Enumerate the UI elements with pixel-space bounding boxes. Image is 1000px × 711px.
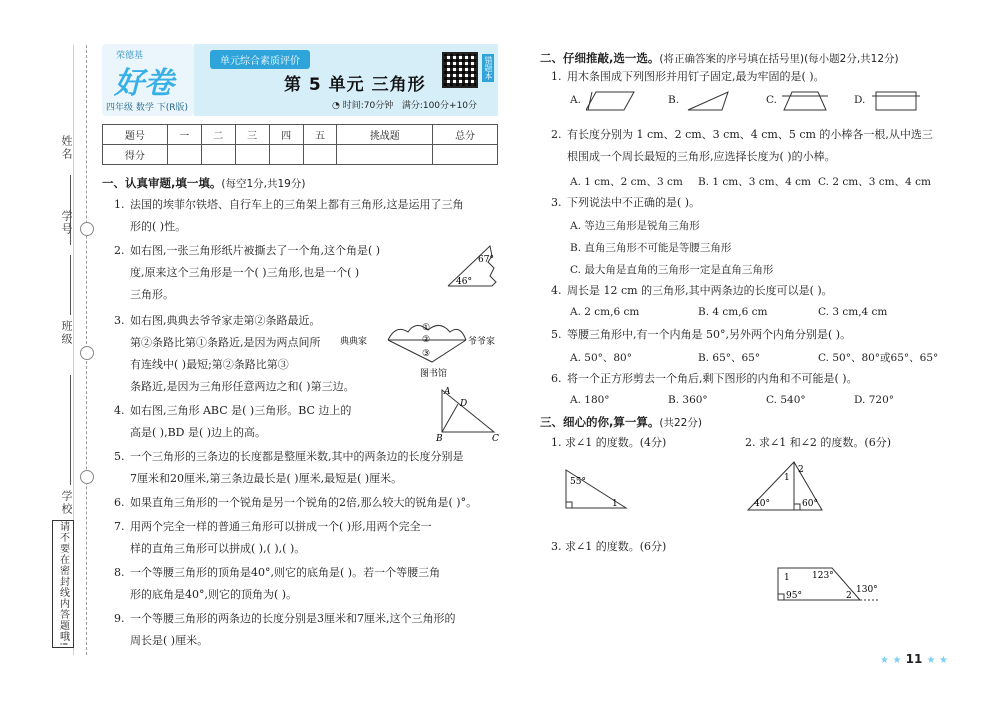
section-1-line: 高是( ),BD 是( )边上的高。 xyxy=(130,426,267,439)
angle-123-label: 123° xyxy=(812,571,834,581)
angle-130-label: 130° xyxy=(856,585,878,595)
table-row xyxy=(103,125,498,145)
qr-code-icon xyxy=(442,52,478,88)
q2-4-opt-a[interactable]: A. 2 cm,6 cm xyxy=(570,306,640,318)
section-1-line: 7厘米和20厘米,第三条边最长是( )厘米,最短是( )厘米。 xyxy=(130,472,403,485)
triangle-abc-figure xyxy=(432,384,504,442)
q2-3: 3. 下列说法中不正确的是( )。 xyxy=(551,196,701,209)
section-1-line: 第②条路比第①条路近,是因为两点间所 xyxy=(130,336,321,349)
angle-95-label: 95° xyxy=(786,591,802,601)
table-row xyxy=(103,145,498,165)
score-input-cell[interactable] xyxy=(167,145,201,165)
angle-60-label: 60° xyxy=(802,499,818,509)
angle-1-label: 1 xyxy=(784,573,790,583)
option-d-rectangle-icon xyxy=(872,88,922,114)
section-1-line: 三角形。 xyxy=(130,288,174,301)
section-1-note: (每空1分,共19分) xyxy=(221,178,306,190)
vertex-b: B xyxy=(436,434,443,442)
q2-6-opt-b[interactable]: B. 360° xyxy=(668,394,708,406)
library-label: 图书馆 xyxy=(420,369,448,378)
vertex-a: A xyxy=(444,387,451,397)
section-1-line: 度,原来这个三角形是一个( )三角形,也是一个( ) xyxy=(130,266,360,279)
score-label: 满分:100分+10分 xyxy=(401,101,478,111)
table-cell: 挑战题 xyxy=(337,125,433,145)
section-1-line: 条路近,是因为三角形任意两边之和( )第三边。 xyxy=(130,380,355,393)
angle-46-label: 46° xyxy=(456,277,472,287)
q2-6: 6. 将一个正方形剪去一个角后,剩下图形的内角和不可能是( )。 xyxy=(551,372,858,385)
exam-header xyxy=(102,44,498,116)
triangle-with-height-figure xyxy=(744,458,828,514)
angle-1-label: 1 xyxy=(612,499,618,509)
section-1-line: 形的( )性。 xyxy=(130,220,187,233)
q2-1: 1. 用木条围成下列图形并用钉子固定,最为牢固的是( )。 xyxy=(551,70,825,83)
route-1-label: ① xyxy=(422,323,431,333)
q2-3-opt-a[interactable]: A. 等边三角形是锐角三角形 xyxy=(570,220,700,232)
angle-55-label: 55° xyxy=(570,477,586,487)
q2-4: 4. 周长是 12 cm 的三角形,其中两条边的长度可以是( )。 xyxy=(551,284,833,297)
q2-5-opt-b[interactable]: B. 65°、65° xyxy=(698,352,761,364)
page-number: ★ ★ 11 ★ ★ xyxy=(880,652,948,666)
route-map-figure xyxy=(336,318,504,378)
end-label: 爷爷家 xyxy=(468,337,496,347)
score-input-cell[interactable] xyxy=(269,145,303,165)
table-cell: 得分 xyxy=(103,145,168,165)
section-1-line: 样的直角三角形可以拼成( ),( ),( )。 xyxy=(130,542,306,555)
score-input-cell[interactable] xyxy=(201,145,235,165)
section-1-line: 5. 一个三角形的三条边的长度都是整厘米数,其中的两条边的长度分别是 xyxy=(114,450,464,463)
table-cell: 一 xyxy=(167,125,201,145)
q2-2-cont: 根围成一个周长最短的三角形,应选择长度为( )的小棒。 xyxy=(567,150,836,163)
route-3-label: ③ xyxy=(422,349,431,359)
table-cell: 四 xyxy=(269,125,303,145)
eval-tag: 单元综合素质评价 xyxy=(210,50,310,69)
right-triangle-figure xyxy=(562,462,632,512)
q2-6-opt-a[interactable]: A. 180° xyxy=(570,394,610,406)
q3-1: 1. 求∠1 的度数。(4分) xyxy=(551,436,667,449)
q2-4-opt-c[interactable]: C. 3 cm,4 cm xyxy=(818,306,888,318)
start-label: 典典家 xyxy=(340,337,368,347)
torn-triangle-figure xyxy=(440,242,504,292)
section-1-line: 周长是( )厘米。 xyxy=(130,634,209,647)
option-c-trapezoid-icon xyxy=(782,88,832,114)
angle-2-label: 2 xyxy=(798,465,804,475)
grade-label: 四年级 数学 下(R版) xyxy=(106,103,188,113)
section-2-note: (将正确答案的序号填在括号里)(每小题2分,共12分) xyxy=(659,53,899,65)
score-input-cell[interactable] xyxy=(303,145,337,165)
route-2-label: ② xyxy=(422,335,431,345)
logo-text: 好卷 xyxy=(114,66,174,101)
vertex-d: D xyxy=(460,399,468,409)
brand-name: 荣德基 xyxy=(116,51,144,61)
table-cell: 总分 xyxy=(433,125,498,145)
score-input-cell[interactable] xyxy=(235,145,269,165)
q2-2-opt-c[interactable]: C. 2 cm、3 cm、4 cm xyxy=(818,176,931,188)
angle-67-label: 67° xyxy=(478,255,494,265)
q2-1-opt-c[interactable]: C. xyxy=(766,94,777,106)
option-a-parallelogram-icon xyxy=(586,88,636,114)
q2-4-opt-b[interactable]: B. 4 cm,6 cm xyxy=(698,306,768,318)
q2-2: 2. 有长度分别为 1 cm、2 cm、3 cm、4 cm、5 cm 的小棒各一根,从中选三 xyxy=(551,128,933,141)
title-banner xyxy=(194,44,498,116)
option-b-triangle-icon xyxy=(684,88,734,114)
table-cell: 二 xyxy=(201,125,235,145)
student-id-label: 学号 xyxy=(60,210,73,236)
time-label: ◔ 时间:70分钟 满分:100分+10分 xyxy=(332,101,478,111)
class-blank xyxy=(70,375,71,485)
table-cell: 五 xyxy=(303,125,337,145)
q2-2-opt-b[interactable]: B. 1 cm、3 cm、4 cm xyxy=(698,176,811,188)
student-id-blank xyxy=(70,255,71,315)
q2-1-opt-b[interactable]: B. xyxy=(668,94,680,106)
punch-hole xyxy=(80,346,94,360)
angle-2-label: 2 xyxy=(846,591,852,601)
unit-title: 第 5 单元 三角形 xyxy=(284,75,426,95)
vertex-c: C xyxy=(492,434,499,442)
q2-3-opt-b[interactable]: B. 直角三角形不可能是等腰三角形 xyxy=(570,242,732,254)
punch-hole xyxy=(80,222,94,236)
qr-label: 错题本 xyxy=(484,56,493,80)
angle-1-label: 1 xyxy=(784,473,790,483)
q2-6-opt-c[interactable]: C. 540° xyxy=(766,394,806,406)
score-table xyxy=(102,124,498,165)
name-label: 姓名 xyxy=(60,135,73,161)
section-1-line: 9. 一个等腰三角形的两条边的长度分别是3厘米和7厘米,这个三角形的 xyxy=(114,612,456,625)
school-label: 学校 xyxy=(60,490,73,516)
section-1-line: 4. 如右图,三角形 ABC 是( )三角形。BC 边上的 xyxy=(114,404,352,417)
q2-5-opt-c[interactable]: C. 50°、80°或65°、65° xyxy=(818,352,939,364)
seal-warning: 请不要在密封线内答题哦! xyxy=(52,520,74,648)
section-1-line: 有连线中( )最短;第②条路比第③ xyxy=(130,358,289,371)
section-2-heading: 二、仔细推敲,选一选。(将正确答案的序号填在括号里)(每小题2分,共12分) xyxy=(540,51,899,65)
section-1-line: 8. 一个等腰三角形的顶角是40°,则它的底角是( )。若一个等腰三角 xyxy=(114,566,441,579)
q3-3: 3. 求∠1 的度数。(6分) xyxy=(551,540,667,553)
q2-6-opt-d[interactable]: D. 720° xyxy=(854,394,895,406)
section-1-line: 6. 如果直角三角形的一个锐角是另一个锐角的2倍,那么较大的锐角是( )°。 xyxy=(114,496,478,509)
brand-logo xyxy=(102,44,194,116)
section-3-heading: 三、细心的你,算一算。(共22分) xyxy=(540,415,702,429)
q2-3-opt-c[interactable]: C. 最大角是直角的三角形一定是直角三角形 xyxy=(570,264,774,276)
score-input-cell[interactable] xyxy=(337,145,433,165)
q2-5: 5. 等腰三角形中,有一个内角是 50°,另外两个内角分别是( )。 xyxy=(551,328,852,341)
section-1-line: 3. 如右图,典典去爷爷家走第②条路最近。 xyxy=(114,314,321,327)
q2-5-opt-a[interactable]: A. 50°、80° xyxy=(570,352,632,364)
section-1-line: 形的底角是40°,则它的顶角为( )。 xyxy=(130,588,298,601)
section-1-line: 1. 法国的埃菲尔铁塔、自行车上的三角架上都有三角形,这是运用了三角 xyxy=(114,198,464,211)
q2-1-opt-a[interactable]: A. xyxy=(570,94,581,106)
q2-2-opt-a[interactable]: A. 1 cm、2 cm、3 cm xyxy=(570,176,683,188)
angle-40-label: 40° xyxy=(754,499,770,509)
binding-margin xyxy=(0,0,88,711)
table-cell: 题号 xyxy=(103,125,168,145)
section-1-line: 7. 用两个完全一样的普通三角形可以拼成一个( )形,用两个完全一 xyxy=(114,520,432,533)
section-3-note: (共22分) xyxy=(659,417,702,429)
section-1-line: 2. 如右图,一张三角形纸片被撕去了一个角,这个角是( ) xyxy=(114,244,381,257)
q3-2: 2. 求∠1 和∠2 的度数。(6分) xyxy=(745,436,891,449)
section-1-heading: 一、认真审题,填一填。(每空1分,共19分) xyxy=(102,176,306,190)
punch-hole xyxy=(80,470,94,484)
q2-1-opt-d[interactable]: D. xyxy=(854,94,866,106)
quadrilateral-figure xyxy=(772,560,882,606)
class-label: 班级 xyxy=(60,320,73,346)
score-input-cell[interactable] xyxy=(433,145,498,165)
table-cell: 三 xyxy=(235,125,269,145)
